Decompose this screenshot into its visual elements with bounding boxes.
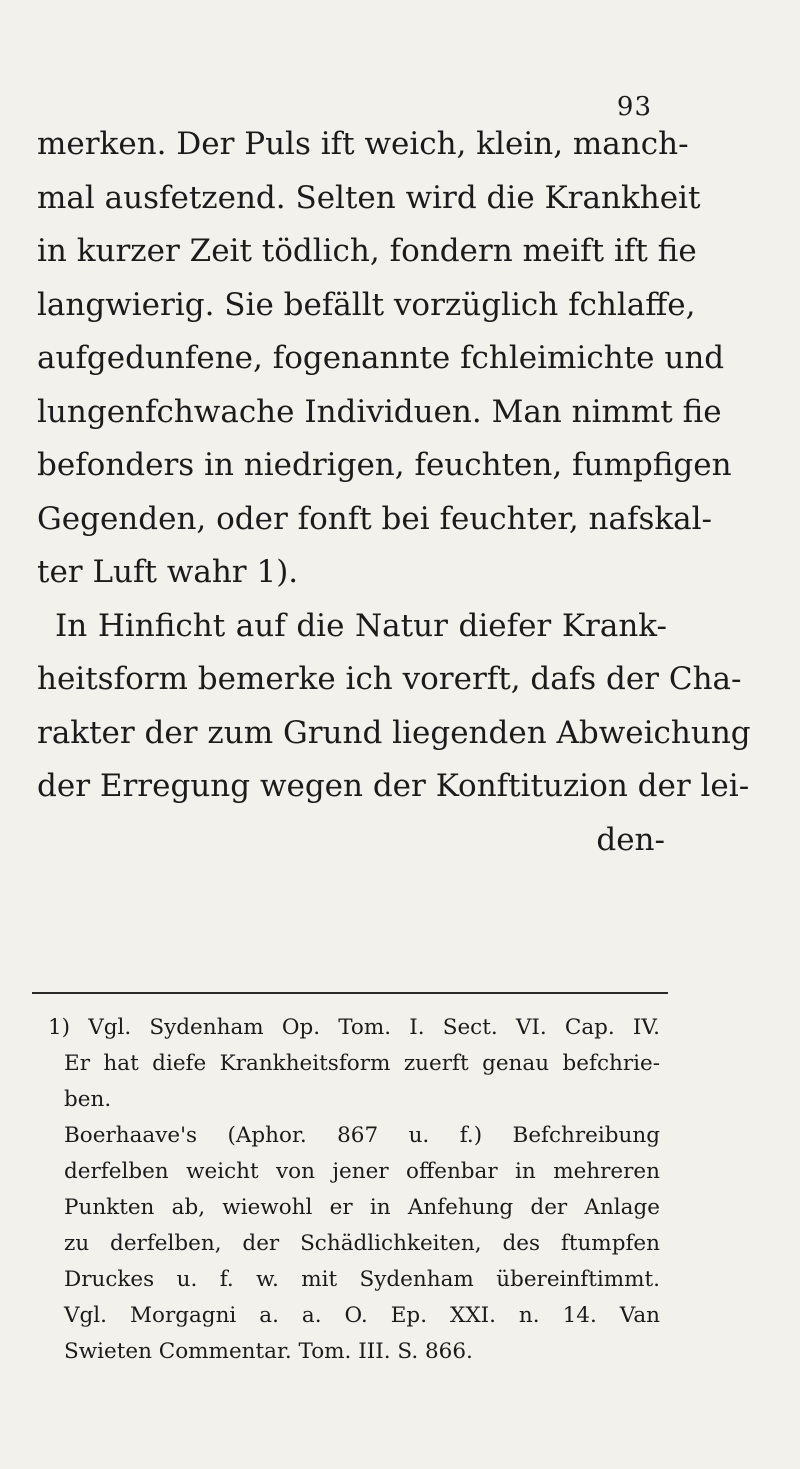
text-line: ter Luft wahr 1).: [37, 554, 299, 590]
text-line: mal ausfetzend. Selten wird die Krankheit: [37, 179, 701, 216]
text-line: langwierig. Sie befällt vorzüglich fchlaffe,: [37, 286, 696, 323]
footnote-divider: [32, 992, 668, 994]
footnote-line: Punkten ab, wiewohl er in Anfehung der Anlage: [64, 1195, 660, 1220]
text-line: aufgedunfene, fogenannte fchleimichte und: [37, 340, 725, 376]
footnote-line: 1) Vgl. Sydenham Op. Tom. I. Sect. VI. Cap. IV.: [48, 1015, 660, 1040]
footnote-line: Boerhaave's (Aphor. 867 u. f.) Befchreibung: [64, 1123, 660, 1148]
catchword: den-: [596, 821, 665, 858]
page-number: 93: [616, 92, 652, 122]
text-line: Gegenden, oder fonft bei feuchter, nafskal-: [37, 500, 713, 537]
footnote-line: Er hat diefe Krankheitsform zuerft genau befchrie-: [64, 1051, 660, 1076]
text-line: der Erregung wegen der Konftituzion der lei-: [37, 768, 750, 804]
footnote-line: Druckes u. f. w. mit Sydenham übereinftimmt.: [64, 1267, 660, 1292]
footnote-line: Vgl. Morgagni a. a. O. Ep. XXI. n. 14. Van: [64, 1303, 660, 1328]
text-line: In Hinficht auf die Natur diefer Krank-: [55, 607, 667, 644]
footnote-line: zu derfelben, der Schädlichkeiten, des ftumpfen: [64, 1231, 660, 1256]
footnote-line: derfelben weicht von jener offenbar in mehreren: [64, 1159, 660, 1184]
text-line: merken. Der Puls ift weich, klein, manch-: [37, 126, 689, 162]
text-line: befonders in niedrigen, feuchten, fumpfigen: [37, 447, 732, 483]
footnote-line: Swieten Commentar. Tom. III. S. 866.: [64, 1339, 473, 1364]
text-line: rakter der zum Grund liegenden Abweichung: [37, 714, 751, 751]
text-line: lungenfchwache Individuen. Man nimmt fie: [37, 393, 722, 430]
body-text: [37, 118, 751, 867]
footnotes: [48, 1010, 660, 1370]
text-line: heitsform bemerke ich vorerft, dafs der Cha-: [37, 661, 742, 697]
footnote-line: ben.: [64, 1087, 112, 1112]
text-line: in kurzer Zeit tödlich, fondern meift ift fie: [37, 233, 697, 269]
